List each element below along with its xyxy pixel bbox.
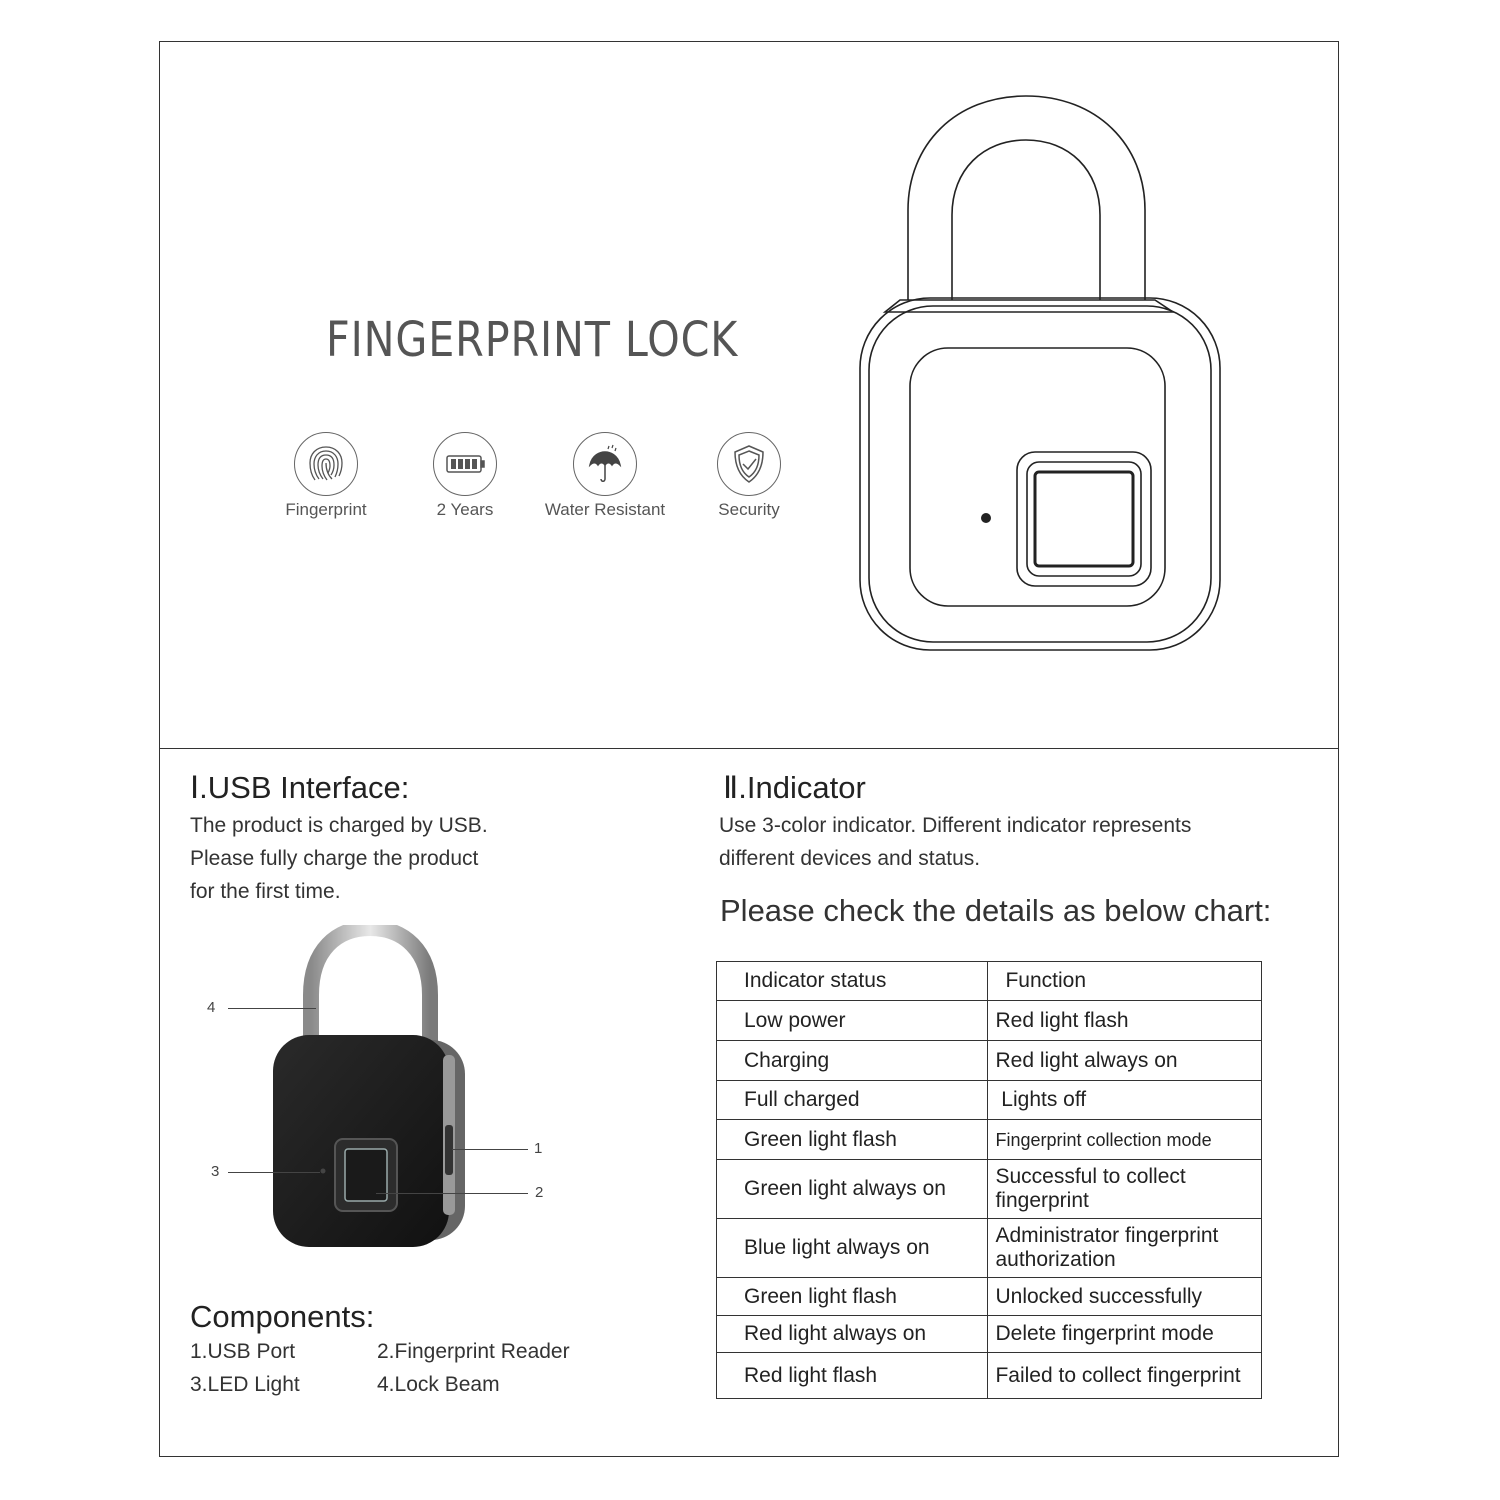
status-cell: Green light always on — [717, 1160, 988, 1219]
indicator-heading: Ⅱ.Indicator — [723, 770, 866, 805]
status-cell: Charging — [717, 1041, 988, 1081]
component-item: 4.Lock Beam — [377, 1373, 500, 1396]
table-row — [717, 1316, 1262, 1353]
status-cell: Green light flash — [717, 1278, 988, 1316]
status-cell: Low power — [717, 1001, 988, 1041]
feature-label: Security — [718, 500, 780, 519]
usb-heading: Ⅰ.USB Interface: — [190, 770, 410, 805]
function-cell: Red light always on — [988, 1041, 1262, 1081]
callout-1-line — [452, 1149, 528, 1150]
status-cell: Full charged — [717, 1081, 988, 1120]
function-cell: Red light flash — [988, 1001, 1262, 1041]
callout-4: 4 — [207, 999, 216, 1016]
feature-water-resistant — [530, 432, 680, 520]
function-cell: Administrator fingerprint authorization — [988, 1219, 1262, 1278]
function-cell: Successful to collect fingerprint — [988, 1160, 1262, 1219]
status-cell: Red light always on — [717, 1316, 988, 1353]
table-row — [717, 1278, 1262, 1316]
function-cell: Unlocked successfully — [988, 1278, 1262, 1316]
components-heading: Components: — [190, 1299, 375, 1334]
callout-4-line — [228, 1008, 316, 1009]
table-row — [717, 1041, 1262, 1081]
shield-icon — [717, 432, 781, 496]
feature-label: Fingerprint — [285, 500, 367, 519]
umbrella-icon — [573, 432, 637, 496]
table-row — [717, 1081, 1262, 1120]
chart-intro: Please check the details as below chart: — [720, 893, 1272, 928]
status-cell: Red light flash — [717, 1353, 988, 1399]
usb-line-2: Please fully charge the product — [190, 847, 479, 870]
led-light-dot — [981, 513, 991, 523]
table-header-row — [717, 962, 1262, 1001]
table-row — [717, 1353, 1262, 1399]
padlock-illustration — [855, 90, 1235, 655]
callout-1: 1 — [534, 1140, 543, 1157]
status-cell: Blue light always on — [717, 1219, 988, 1278]
callout-3-line — [228, 1172, 320, 1173]
table-row — [717, 1160, 1262, 1219]
battery-icon — [433, 432, 497, 496]
indicator-table — [716, 961, 1262, 1399]
feature-label: 2 Years — [436, 500, 494, 519]
table-row — [717, 1120, 1262, 1160]
column-header: Function — [988, 962, 1262, 1001]
section-divider — [159, 748, 1339, 749]
callout-3: 3 — [211, 1163, 220, 1180]
feature-battery — [390, 432, 540, 520]
function-cell: Delete fingerprint mode — [988, 1316, 1262, 1353]
feature-security — [674, 432, 824, 520]
page-title: FINGERPRINT LOCK — [326, 312, 739, 368]
padlock-photo — [265, 925, 475, 1260]
table-row — [717, 1219, 1262, 1278]
feature-label: Water Resistant — [544, 500, 666, 519]
component-item: 1.USB Port — [190, 1340, 296, 1363]
usb-line-3: for the first time. — [190, 880, 341, 903]
fingerprint-icon — [294, 432, 358, 496]
indicator-line-1: Use 3-color indicator. Different indicator represents — [719, 814, 1192, 837]
feature-fingerprint — [251, 432, 401, 520]
function-cell: Lights off — [988, 1081, 1262, 1120]
function-cell: Failed to collect fingerprint — [988, 1353, 1262, 1399]
usb-line-1: The product is charged by USB. — [190, 814, 488, 837]
function-cell: Fingerprint collection mode — [988, 1120, 1262, 1160]
component-item: 3.LED Light — [190, 1373, 300, 1396]
column-header: Indicator status — [717, 962, 988, 1001]
callout-2-line — [376, 1193, 528, 1194]
indicator-line-2: different devices and status. — [719, 847, 981, 870]
callout-2: 2 — [535, 1184, 544, 1201]
component-item: 2.Fingerprint Reader — [377, 1340, 570, 1363]
status-cell: Green light flash — [717, 1120, 988, 1160]
table-row — [717, 1001, 1262, 1041]
